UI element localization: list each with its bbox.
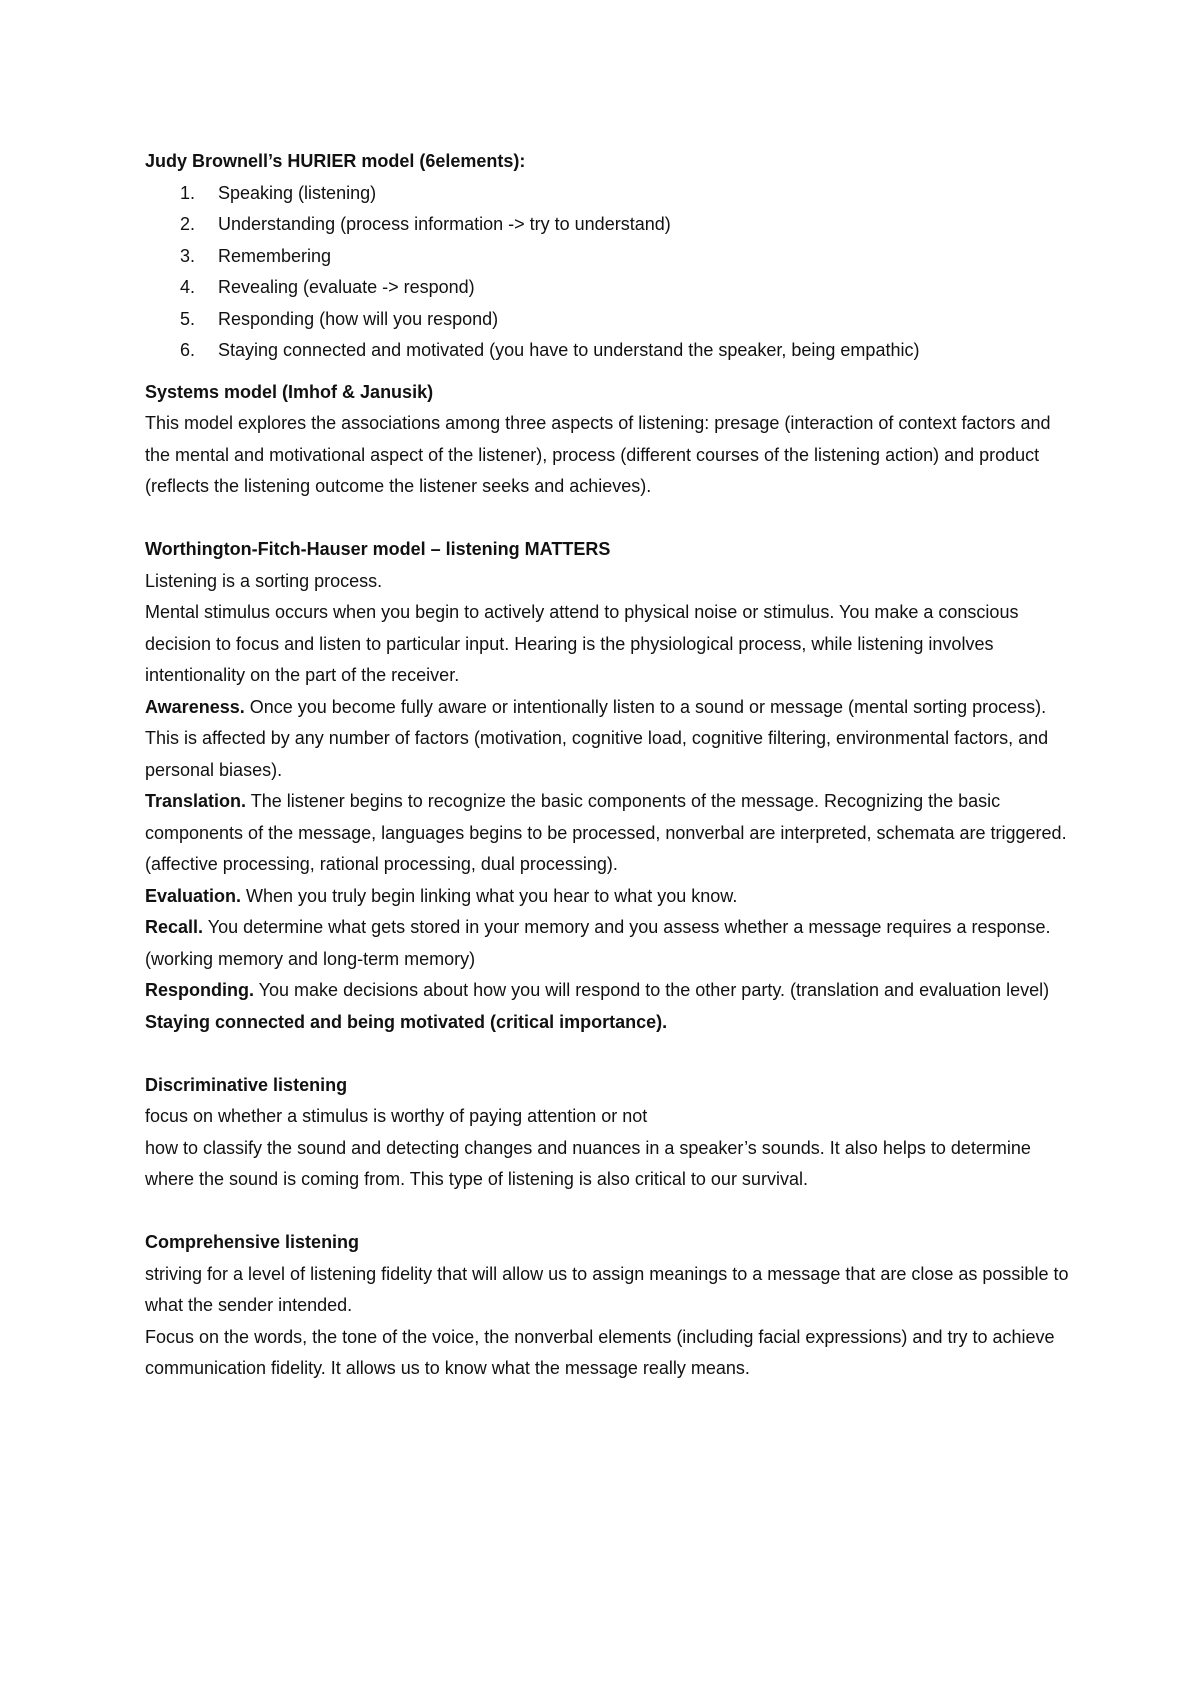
comprehensive-line1: striving for a level of listening fidelity that will allow us to assign meanings to a message that are close as possible to what the sender intended.	[145, 1263, 1069, 1315]
discriminative-line2: how to classify the sound and detecting changes and nuances in a speaker’s sounds. It also helps to determine where the sound is coming from. This type of listening is also critical to our survival.	[145, 1137, 1031, 1189]
list-number: 3.	[180, 245, 196, 266]
spacer	[145, 503, 1075, 535]
responding-text: You make decisions about how you will respond to the other party. (translation and evaluation level)	[254, 980, 1050, 1000]
responding-label: Responding.	[145, 980, 254, 1000]
translation-text: The listener begins to recognize the basic components of the message. Recognizing the basic components of the message, languages begins to be processed, nonverbal are interpreted, schemata are triggered. (affective processing, rational processing, dual processing).	[145, 791, 1067, 874]
systems-heading: Systems model (Imhof & Janusik)	[145, 381, 434, 402]
list-item-text: Staying connected and motivated (you have to understand the speaker, being empathic)	[218, 340, 920, 360]
evaluation-text: When you truly begin linking what you hear to what you know.	[241, 885, 738, 906]
list-number: 6.	[180, 340, 196, 360]
spacer	[145, 367, 1075, 377]
list-item	[145, 241, 1075, 273]
list-item	[145, 178, 1075, 210]
hurier-heading: Judy Brownell’s HURIER model (6elements):	[145, 151, 526, 171]
list-item	[145, 335, 1075, 367]
comprehensive-line2: Focus on the words, the tone of the voice, the nonverbal elements (including facial expressions) and try to achieve communication fidelity. It allows us to know what the message really means.	[145, 1326, 1055, 1378]
wfh-recall	[145, 912, 1075, 975]
list-number: 2.	[180, 214, 196, 234]
hurier-list	[145, 178, 1075, 367]
list-item	[145, 209, 1075, 241]
comprehensive-heading: Comprehensive listening	[145, 1232, 360, 1252]
list-number: 5.	[180, 308, 196, 329]
list-item-text: Speaking (listening)	[218, 182, 377, 203]
wfh-evaluation	[145, 881, 1075, 913]
list-item-text: Revealing (evaluate -> respond)	[218, 277, 475, 297]
wfh-awareness	[145, 692, 1075, 787]
list-item-text: Remembering	[218, 245, 332, 266]
list-item-text: Understanding (process information -> try to understand)	[218, 214, 671, 234]
recall-label: Recall.	[145, 917, 204, 937]
list-item	[145, 304, 1075, 336]
document-body	[145, 146, 1075, 1385]
evaluation-label: Evaluation.	[145, 885, 242, 906]
list-number: 1.	[180, 182, 196, 203]
spacer	[145, 1038, 1075, 1070]
recall-text: You determine what gets stored in your memory and you assess whether a message requires a response. (working memory and long-term memory)	[145, 917, 1051, 969]
wfh-translation	[145, 786, 1075, 881]
list-item-text: Responding (how will you respond)	[218, 308, 499, 329]
wfh-heading: Worthington-Fitch-Hauser model – listening MATTERS	[145, 539, 611, 559]
wfh-mental: Mental stimulus occurs when you begin to actively attend to physical noise or stimulus. You make a conscious decision to focus and listen to particular input. Hearing is the physiological process, while listening involves intentionality on the part of the receiver.	[145, 602, 1019, 685]
discriminative-line1: focus on whether a stimulus is worthy of paying attention or not	[145, 1106, 648, 1126]
list-item	[145, 272, 1075, 304]
awareness-text: Once you become fully aware or intentionally listen to a sound or message (mental sorting process). This is affected by any number of factors (motivation, cognitive load, cognitive filtering, environmental factors, and personal biases).	[145, 696, 1049, 780]
discriminative-heading: Discriminative listening	[145, 1074, 348, 1095]
systems-body: This model explores the associations among three aspects of listening: presage (interaction of context factors and the mental and motivational aspect of the listener), process (different courses of the listening action) and product (reflects the listening outcome the listener seeks and achieves).	[145, 413, 1051, 496]
wfh-intro: Listening is a sorting process.	[145, 570, 383, 591]
awareness-label: Awareness.	[145, 696, 245, 717]
translation-label: Translation.	[145, 791, 247, 811]
wfh-responding	[145, 975, 1075, 1007]
list-number: 4.	[180, 277, 196, 297]
spacer	[145, 1196, 1075, 1228]
wfh-staying: Staying connected and being motivated (critical importance).	[145, 1011, 668, 1032]
